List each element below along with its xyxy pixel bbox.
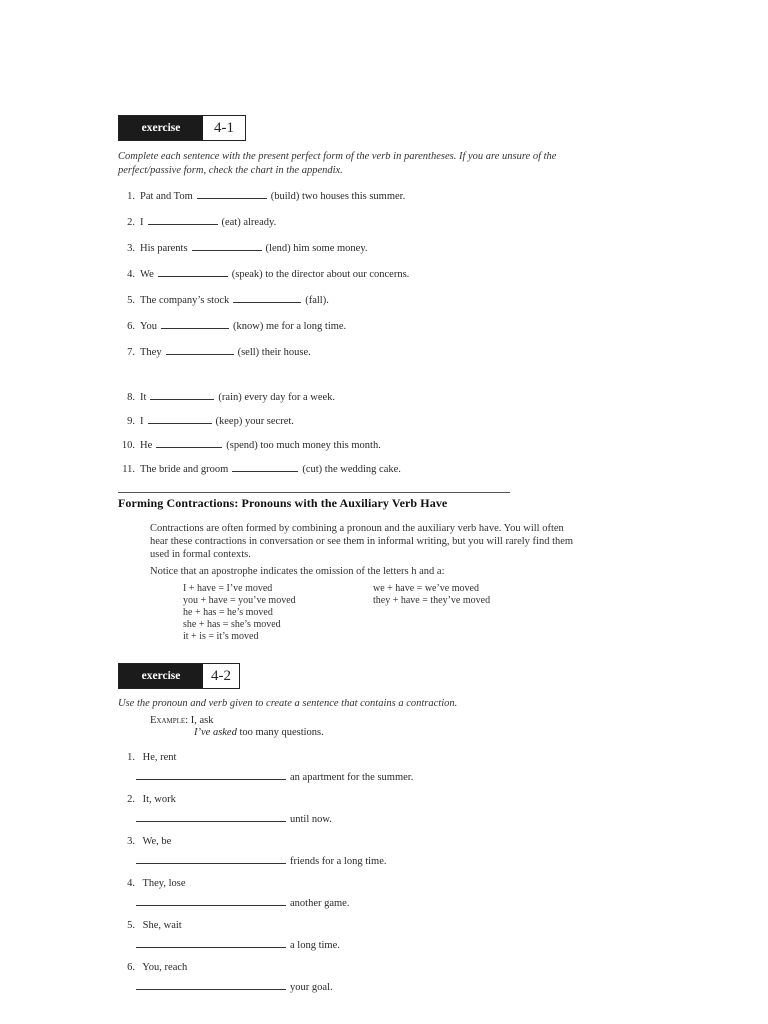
item-subject: He (140, 440, 153, 451)
item-number: 1. (127, 752, 135, 763)
exercise-item (117, 794, 176, 805)
answer-blank[interactable] (148, 215, 218, 225)
example-answer-rest: too many questions. (239, 727, 324, 738)
item-prompt: He, rent (142, 752, 177, 763)
item-verb-prompt: (rain) every day for a week. (218, 392, 336, 403)
item-subject: His parents (140, 243, 188, 254)
example-answer (194, 727, 324, 738)
item-verb-prompt: (keep) your secret. (215, 416, 294, 427)
item-completion: your goal. (290, 982, 333, 993)
item-number: 6. (127, 321, 135, 332)
item-subject: I (140, 416, 144, 427)
answer-blank[interactable] (148, 414, 212, 424)
exercise-badge-4-2 (118, 663, 240, 689)
answer-blank[interactable] (150, 390, 214, 400)
exercise-instructions: Use the pronoun and verb given to create a sentence that contains a contraction. (118, 698, 458, 709)
answer-line (136, 938, 340, 951)
item-completion: a long time. (290, 940, 340, 951)
item-subject: You (140, 321, 158, 332)
item-number: 10. (121, 440, 135, 451)
answer-blank[interactable] (232, 462, 298, 472)
item-verb-prompt: (sell) their house. (237, 347, 311, 358)
section-heading: Forming Contractions: Pronouns with the Auxiliary Verb Have (118, 496, 448, 510)
item-subject: The bride and groom (140, 464, 229, 475)
exercise-item (117, 752, 176, 763)
exercise-item (117, 241, 368, 254)
item-number: 7. (127, 347, 135, 358)
example-line (150, 715, 214, 726)
item-prompt: She, wait (142, 920, 182, 931)
item-subject: We (140, 269, 154, 280)
answer-blank[interactable] (192, 241, 262, 251)
exercise-item (117, 462, 401, 475)
item-prompt: We, be (142, 836, 172, 847)
item-verb-prompt: (spend) too much money this month. (226, 440, 381, 451)
exercise-label: exercise (119, 664, 203, 688)
item-number: 1. (127, 191, 135, 202)
exercise-number: 4-2 (203, 664, 239, 688)
exercise-label: exercise (119, 116, 203, 140)
exercise-item (117, 836, 171, 847)
item-number: 9. (127, 416, 135, 427)
answer-blank[interactable] (136, 938, 286, 948)
contraction-example: I + have = I’ve moved (183, 583, 273, 594)
section-rule (118, 492, 510, 493)
contraction-example: she + has = she’s moved (183, 619, 281, 630)
item-number: 5. (127, 295, 135, 306)
exercise-item (117, 215, 276, 228)
item-verb-prompt: (speak) to the director about our concerns. (231, 269, 410, 280)
answer-line (136, 896, 349, 909)
answer-line (136, 770, 413, 783)
item-number: 3. (127, 243, 135, 254)
exercise-item (117, 267, 409, 280)
section-paragraph: Contractions are often formed by combining a pronoun and the auxiliary verb have. You will often hear these contractions in conversation or see them in informal writing, but you will rarely find them used in formal contexts. (150, 523, 574, 560)
item-prompt: It, work (142, 794, 176, 805)
item-completion: an apartment for the summer. (290, 772, 414, 783)
item-completion: another game. (290, 898, 350, 909)
answer-line (136, 812, 332, 825)
answer-blank[interactable] (161, 319, 229, 329)
item-verb-prompt: (lend) him some money. (265, 243, 368, 254)
section-notice: Notice that an apostrophe indicates the omission of the letters h and a: (150, 566, 445, 577)
item-verb-prompt: (cut) the wedding cake. (302, 464, 401, 475)
example-answer-italic: I’ve asked (194, 727, 237, 738)
answer-line (136, 854, 387, 867)
exercise-item (117, 345, 311, 358)
answer-blank[interactable] (197, 189, 267, 199)
answer-blank[interactable] (136, 854, 286, 864)
item-verb-prompt: (eat) already. (221, 217, 277, 228)
exercise-item (117, 962, 187, 973)
exercise-item (117, 414, 294, 427)
item-subject: They (140, 347, 162, 358)
answer-blank[interactable] (233, 293, 301, 303)
item-number: 4. (127, 878, 135, 889)
item-completion: friends for a long time. (290, 856, 387, 867)
answer-blank[interactable] (136, 980, 286, 990)
answer-blank[interactable] (156, 438, 222, 448)
answer-blank[interactable] (136, 770, 286, 780)
exercise-instructions: Complete each sentence with the present perfect form of the verb in parentheses. If you are unsure of the perfect/passive form, check the chart in the appendix. (118, 151, 557, 176)
exercise-item (117, 390, 335, 403)
answer-blank[interactable] (136, 896, 286, 906)
item-subject: It (140, 392, 147, 403)
exercise-item (117, 319, 346, 332)
item-number: 6. (127, 962, 135, 973)
item-subject: I (140, 217, 144, 228)
answer-blank[interactable] (166, 345, 234, 355)
contraction-example: you + have = you’ve moved (183, 595, 296, 606)
item-subject: Pat and Tom (140, 191, 193, 202)
item-number: 2. (127, 217, 135, 228)
item-prompt: You, reach (142, 962, 188, 973)
item-number: 5. (127, 920, 135, 931)
item-verb-prompt: (fall). (305, 295, 329, 306)
contraction-example: it + is = it’s moved (183, 631, 259, 642)
item-number: 2. (127, 794, 135, 805)
item-number: 3. (127, 836, 135, 847)
answer-blank[interactable] (158, 267, 228, 277)
item-number: 11. (122, 464, 135, 475)
item-completion: until now. (290, 814, 332, 825)
exercise-item (117, 920, 182, 931)
contraction-example: he + has = he’s moved (183, 607, 273, 618)
exercise-item (117, 189, 405, 202)
example-prompt: I, ask (190, 715, 214, 726)
contraction-example: they + have = they’ve moved (373, 595, 491, 606)
item-number: 4. (127, 269, 135, 280)
item-prompt: They, lose (142, 878, 186, 889)
answer-line (136, 980, 333, 993)
item-verb-prompt: (know) me for a long time. (233, 321, 347, 332)
exercise-item (117, 438, 381, 451)
exercise-badge-4-1 (118, 115, 246, 141)
contractions-left-column (183, 583, 373, 643)
example-label: Example: (150, 715, 189, 726)
answer-blank[interactable] (136, 812, 286, 822)
item-subject: The company’s stock (140, 295, 230, 306)
item-number: 8. (127, 392, 135, 403)
exercise-number: 4-1 (203, 116, 245, 140)
exercise-item (117, 293, 329, 306)
exercise-item (117, 878, 186, 889)
contractions-right-column (373, 583, 563, 607)
item-verb-prompt: (build) two houses this summer. (270, 191, 406, 202)
contraction-example: we + have = we’ve moved (373, 583, 479, 594)
